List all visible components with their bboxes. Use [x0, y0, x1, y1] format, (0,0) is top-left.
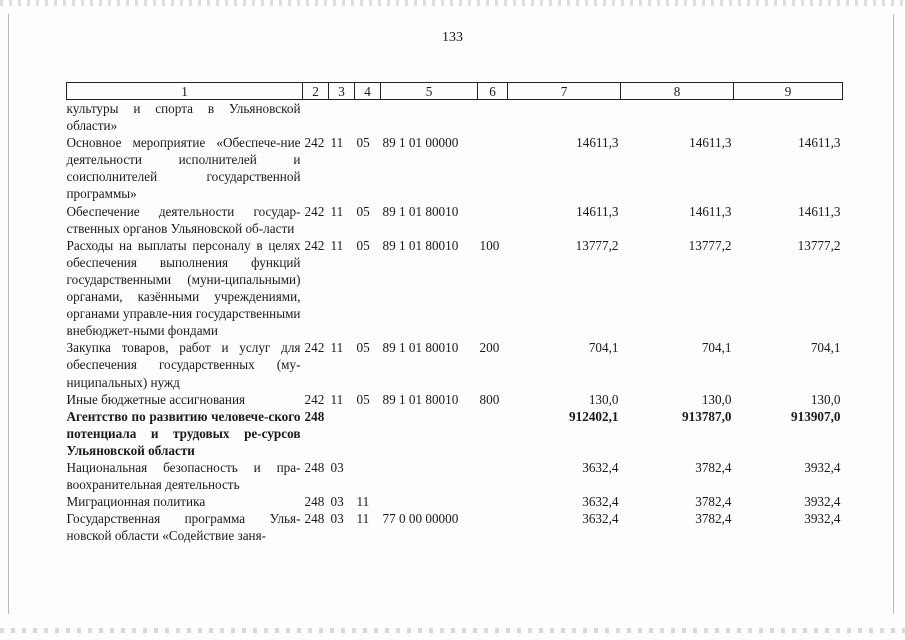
cell-amount-year-2: 3782,4	[695, 511, 732, 527]
cell-amount-year-1: 13777,2	[575, 237, 619, 253]
scan-artifact-top	[0, 0, 905, 6]
cell-expense-type	[478, 134, 508, 202]
cell-ministry-code: 248	[304, 511, 325, 527]
cell-section: 11	[330, 237, 344, 253]
cell-section: 03	[330, 494, 344, 510]
cell-target-article: 89 1 01 80010	[382, 340, 459, 356]
cell-expense-type	[478, 510, 508, 544]
cell-description: Закупка товаров, работ и услуг для обеспечения государственных (му-ниципальных) нужд	[66, 340, 301, 390]
cell-ministry-code	[303, 100, 329, 135]
cell-amount-year-3: 13777,2	[797, 237, 841, 253]
cell-expense-type: 100	[479, 237, 500, 253]
cell-subsection: 05	[356, 340, 370, 356]
cell-amount-year-2: 13777,2	[688, 237, 732, 253]
cell-subsection	[355, 100, 381, 135]
cell-amount-year-1: 14611,3	[576, 203, 619, 219]
cell-subsection: 05	[356, 391, 370, 407]
cell-amount-year-2	[621, 100, 734, 135]
header-row	[67, 83, 843, 100]
scan-margin-line-left	[8, 14, 9, 614]
cell-ministry-code: 248	[304, 408, 325, 424]
cell-amount-year-2: 3782,4	[695, 494, 732, 510]
header-col-9: 9	[734, 83, 843, 100]
cell-amount-year-1: 14611,3	[576, 135, 619, 151]
cell-amount-year-3: 14611,3	[798, 203, 841, 219]
cell-amount-year-1: 130,0	[588, 391, 619, 407]
cell-expense-type: 800	[479, 391, 500, 407]
table-row	[67, 100, 843, 135]
cell-amount-year-3: 130,0	[810, 391, 841, 407]
cell-description: Обеспечение деятельности государ-ственных органов Ульяновской об-ласти	[66, 203, 301, 236]
cell-target-article: 77 0 00 00000	[382, 511, 459, 527]
cell-description: Иные бюджетные ассигнования	[66, 391, 246, 407]
cell-section: 11	[330, 203, 344, 219]
cell-ministry-code: 242	[304, 237, 325, 253]
cell-expense-type: 200	[479, 340, 500, 356]
scan-margin-line-right	[893, 14, 894, 614]
cell-expense-type	[478, 100, 508, 135]
cell-amount-year-2: 130,0	[701, 391, 732, 407]
table-row	[67, 510, 843, 544]
cell-description: Миграционная политика	[66, 494, 206, 510]
cell-amount-year-1: 3632,4	[582, 511, 619, 527]
cell-amount-year-3: 3932,4	[804, 459, 841, 475]
cell-section: 11	[330, 340, 344, 356]
cell-expense-type	[478, 203, 508, 237]
cell-expense-type	[478, 459, 508, 493]
cell-amount-year-2: 14611,3	[689, 135, 732, 151]
cell-subsection: 11	[356, 511, 370, 527]
table-row	[67, 459, 843, 493]
cell-target-article: 89 1 01 80010	[382, 237, 459, 253]
cell-ministry-code: 242	[304, 135, 325, 151]
table-row	[67, 339, 843, 390]
cell-target-article	[381, 408, 478, 459]
cell-subsection	[355, 408, 381, 459]
table-row	[67, 493, 843, 510]
header-col-8: 8	[621, 83, 734, 100]
header-col-7: 7	[508, 83, 621, 100]
header-col-3: 3	[329, 83, 355, 100]
cell-subsection: 05	[356, 135, 370, 151]
table-row	[67, 134, 843, 202]
cell-target-article	[381, 493, 478, 510]
cell-section	[329, 100, 355, 135]
cell-description: Государственная программа Улья-новской области «Содействие заня-	[66, 511, 301, 544]
cell-amount-year-1: 3632,4	[582, 494, 619, 510]
table-row	[67, 391, 843, 408]
cell-expense-type	[478, 493, 508, 510]
cell-amount-year-1: 704,1	[588, 340, 619, 356]
cell-amount-year-1	[508, 100, 621, 135]
table-body	[67, 100, 843, 545]
cell-amount-year-1: 3632,4	[582, 459, 619, 475]
cell-amount-year-2: 913787,0	[682, 408, 732, 424]
cell-amount-year-3: 14611,3	[798, 135, 841, 151]
cell-amount-year-3: 704,1	[810, 340, 841, 356]
cell-amount-year-3: 3932,4	[804, 511, 841, 527]
budget-table	[66, 82, 843, 544]
cell-subsection: 05	[356, 203, 370, 219]
cell-amount-year-1: 912402,1	[569, 408, 619, 424]
cell-section: 03	[330, 459, 344, 475]
table-header	[67, 83, 843, 100]
table-row	[67, 408, 843, 459]
cell-target-article	[381, 459, 478, 493]
cell-subsection	[355, 459, 381, 493]
header-col-4: 4	[355, 83, 381, 100]
scan-artifact-bottom	[0, 628, 905, 633]
header-col-1: 1	[67, 83, 303, 100]
cell-description: Агентство по развитию человече-ского потенциала и трудовых ре-сурсов Ульяновской области	[66, 408, 301, 458]
page-number: 133	[442, 30, 463, 45]
cell-section: 11	[330, 391, 344, 407]
table-row	[67, 203, 843, 237]
header-col-2: 2	[303, 83, 329, 100]
cell-amount-year-3: 913907,0	[791, 408, 841, 424]
cell-description: Основное мероприятие «Обеспече-ние деятельности исполнителей и соисполнителей государственной программы»	[66, 135, 301, 202]
header-col-6: 6	[478, 83, 508, 100]
cell-expense-type	[478, 408, 508, 459]
cell-subsection: 11	[356, 494, 370, 510]
cell-description: культуры и спорта в Ульяновской области»	[66, 101, 301, 134]
cell-ministry-code: 242	[304, 203, 325, 219]
cell-target-article: 89 1 01 80010	[382, 203, 459, 219]
cell-amount-year-2: 3782,4	[695, 459, 732, 475]
cell-amount-year-2: 14611,3	[689, 203, 732, 219]
cell-target-article	[381, 100, 478, 135]
cell-amount-year-2: 704,1	[701, 340, 732, 356]
cell-amount-year-3	[734, 100, 843, 135]
cell-target-article: 89 1 01 00000	[382, 135, 459, 151]
cell-amount-year-3: 3932,4	[804, 494, 841, 510]
cell-ministry-code: 242	[304, 391, 325, 407]
cell-ministry-code: 248	[304, 494, 325, 510]
cell-section	[329, 408, 355, 459]
cell-target-article: 89 1 01 80010	[382, 391, 459, 407]
cell-section: 11	[330, 135, 344, 151]
table-row	[67, 237, 843, 340]
cell-subsection: 05	[356, 237, 370, 253]
cell-description: Расходы на выплаты персоналу в целях обеспечения выполнения функций государственными (муни-ципальными) органами, казёнными учреждениями, органами управле-ния государственными внебюджет-ными фондами	[66, 237, 301, 339]
cell-ministry-code: 248	[304, 459, 325, 475]
cell-section: 03	[330, 511, 344, 527]
cell-description: Национальная безопасность и пра-воохранительная деятельность	[66, 459, 301, 493]
cell-ministry-code: 242	[304, 340, 325, 356]
header-col-5: 5	[381, 83, 478, 100]
